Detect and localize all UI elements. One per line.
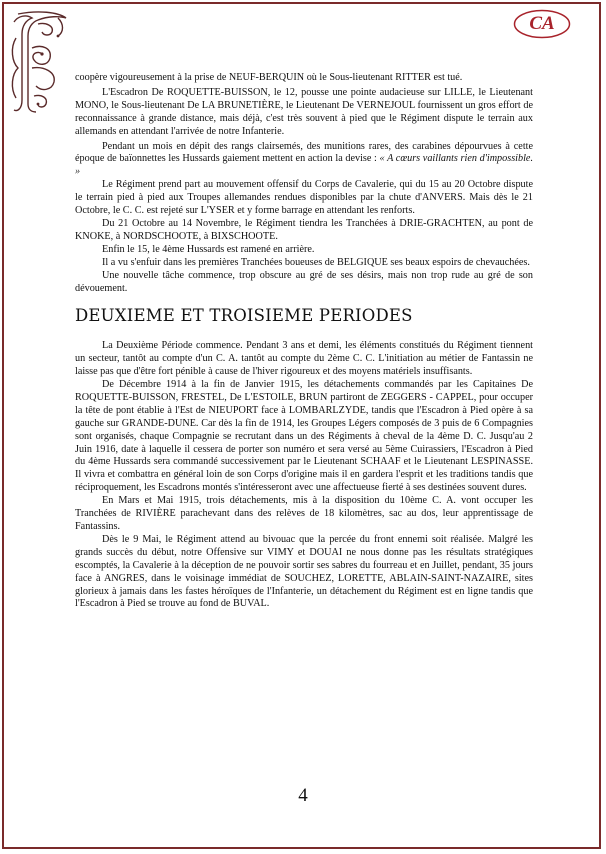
page-number: 4: [298, 785, 308, 806]
page-content: [75, 72, 533, 611]
paragraph: L'Escadron De ROQUETTE-BUISSON, le 12, pousse une pointe audacieuse sur LILLE, le Lieutenant MONO, le Sous-lieutenant De LA BRUNETIÈRE, le Lieutenant De VERNEJOUL fournissent un gros effort de reconnaissance à grande distance, mais déjà, c'est très souvent à pied que le Régiment dispute le terrain aux allemands en attendant l'arrivée de notre Infanterie.: [75, 86, 533, 137]
paragraph: Il a vu s'enfuir dans les premières Tranchées boueuses de BELGIQUE ses beaux espoirs de chevauchées.: [102, 256, 530, 268]
ornamental-initial-letter-icon: [8, 8, 70, 116]
ca-logo-text: CA: [529, 13, 555, 34]
paragraph: De Décembre 1914 à la fin de Janvier 1915, les détachements commandés par les Capitaines De ROQUETTE-BUISSON, FRESTEL, De L'ESTOILE, BRUN partiront de ZEGGERS - CAPPEL, pour occuper la tête de pont établie à l'Est de NIEUPORT face à LOMBARLZYDE, tandis que l'Escadron à Pied opère à sa gauche sur GRANDE-DUNE. Car dès la fin de 1914, les Groupes Légers composés de 3 puis de 6 Compagnies sont organisés, chaque Compagnie se recrutant dans un des Régiments à cheval de la 4ème D. C. Jusqu'au 2 Juin 1916, date à laquelle il cessera de porter son numéro et sera versé au 5ème Cuirassiers, l'Escadron à Pied du 4ème Hussards sera commandé successivement par le Lieutenant SCHAAF et le Lieutenant LESPINASSE. Il vivra et combattra en général loin de son Corps d'origine mais il en gardera l'esprit et les traditions tandis que réciproquement, les Escadrons montés s'intéresseront avec une affectueuse fierté à ses destinées souvent dures.: [75, 379, 533, 494]
paragraph: Du 21 Octobre au 14 Novembre, le Régiment tiendra les Tranchées à DRIE-GRACHTEN, au pont de KNOKE, à NORDSCHOOTE, à BIXSCHOOTE.: [75, 217, 533, 242]
paragraph: coopère vigoureusement à la prise de NEUF-BERQUIN où le Sous-lieutenant RITTER est tué.: [75, 72, 463, 83]
section-heading: DEUXIEME ET TROISIEME PERIODES: [75, 306, 413, 326]
paragraph: [75, 141, 533, 180]
paragraph: Le Régiment prend part au mouvement offensif du Corps de Cavalerie, qui du 15 au 20 Octobre dispute le terrain pied à pied aux Troupes allemandes rendues disponibles par la chute d'ANVERS. Mais dès le 21 Octobre, le C. C. est rejeté sur L'YSER et y forme barrage en attendant les renforts.: [75, 179, 533, 217]
paragraph: En Mars et Mai 1915, trois détachements, mis à la disposition du 10ème C. A. vont occuper les Tranchées de RIVIÈRE parachevant dans des relèves de 18 kilomètres, sac au dos, leur apprentissage de Fantassins.: [75, 495, 533, 532]
paragraph: Enfin le 15, le 4ème Hussards est ramené en arrière.: [102, 243, 315, 255]
paragraph-text: Pendant un mois en dépit des rangs clairsemés, des munitions rares, des carabines dépourvues à cette époque de baïonnettes les Hussards gaiement mettent en action la devise :: [75, 140, 533, 165]
regiment-motto: « A cœurs vaillants rien d'impossible. »: [75, 153, 533, 178]
paragraph: Une nouvelle tâche commence, trop obscure au gré de ses désirs, mais non trop rude au gré de son dévouement.: [75, 269, 533, 294]
paragraph: La Deuxième Période commence. Pendant 3 ans et demi, les éléments constitués du Régiment tiennent un secteur, tantôt au compte d'un C. A. tantôt au compte du 2ème C. C. L'initiation au métier de Fantassin ne laisse pas que d'être fort pénible à cause de l'hiver rigoureux et des moyens matériels insuffisants.: [75, 340, 533, 378]
paragraph: Dès le 9 Mai, le Régiment attend au bivouac que la percée du front ennemi soit réalisée. Malgré les grands succès du début, notre Offensive sur VIMY et DOUAI ne nous donne pas les résultats stratégiques escomptés, la Cavalerie à la déception de ne pouvoir sortir ses sabres du fourreau et en Juillet, pendant, 35 jours face à ANGRES, dans le voisinage immédiat de SOUCHEZ, LORETTE, ABLAIN-SAINT-NAZAIRE, sites glorieux à jamais dans les fastes héroïques de l'Infanterie, un détachement du Régiment est en ligne tandis que l'Escadron à Pied se trouve au fond de BUVAL.: [75, 533, 533, 610]
